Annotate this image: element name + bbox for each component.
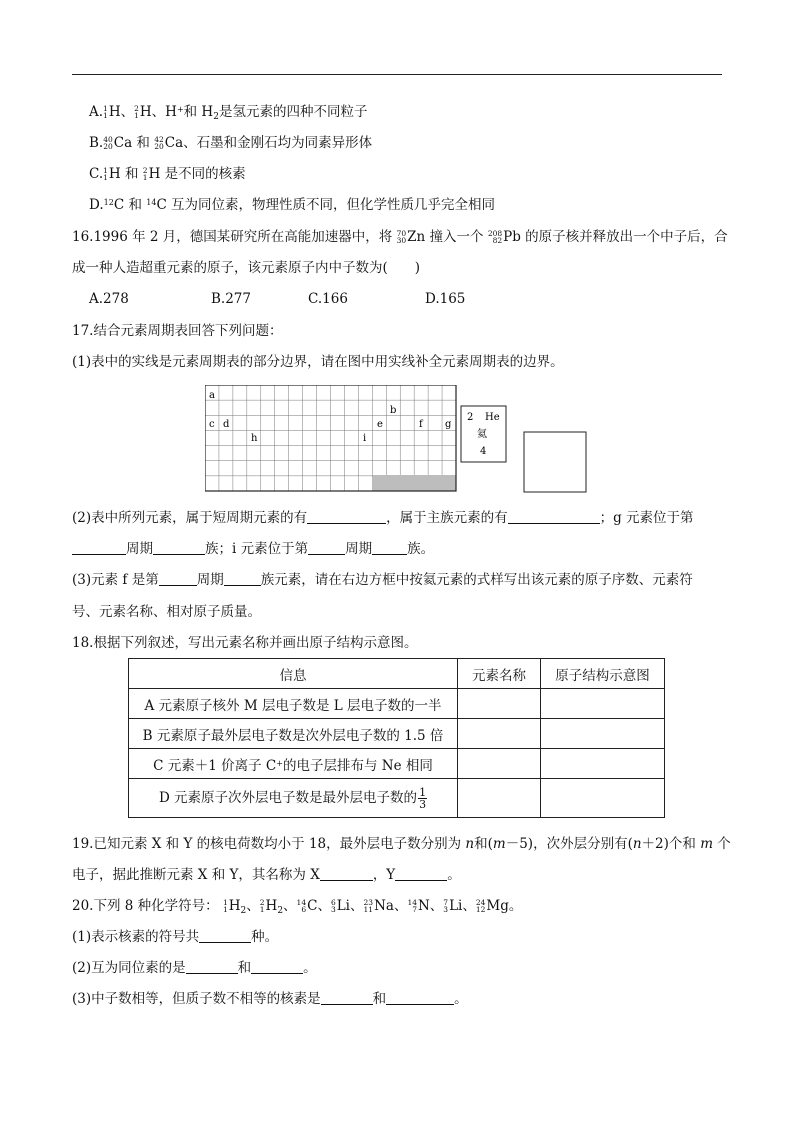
row-d-structure-cell[interactable]: [541, 779, 665, 818]
q16-option-d: D.165: [425, 291, 466, 307]
shaded-region: [373, 475, 456, 491]
option-d: D.12C 和 14C 互为同位素，物理性质不同，但化学性质几乎完全相同: [89, 197, 496, 213]
letter-d: d: [223, 419, 230, 430]
letter-c: c: [209, 419, 215, 430]
question-16-line1: 16.1996 年 2 月，德国某研究所在高能加速器中，将 70 30 Zn 撞入一个 208 82 Pb 的原子核并释放出一个中子后，合: [72, 228, 728, 245]
header-element-name: 元素名称: [458, 659, 541, 689]
row-d-info: D 元素原子次外层电子数是最外层电子数的 $\frac{1}{3}$: [129, 779, 458, 818]
blank-f-period[interactable]: [159, 571, 197, 586]
blank-isotope-1[interactable]: [186, 959, 238, 974]
header-structure: 原子结构示意图: [541, 659, 665, 689]
blank-y-name[interactable]: [395, 866, 447, 881]
blank-i-group[interactable]: [372, 540, 407, 555]
row-a-structure-cell[interactable]: [541, 689, 665, 719]
row-c-structure-cell[interactable]: [541, 749, 665, 779]
question-20-part2: (2)互为同位素的是 和 。: [72, 960, 317, 976]
blank-neutron-1[interactable]: [321, 990, 373, 1005]
letter-b: b: [390, 405, 397, 416]
q16-option-c: C.166: [308, 291, 348, 307]
row-d-name-cell[interactable]: [458, 779, 541, 818]
row-c-info: C 元素＋1 价离子 C+的电子层排布与 Ne 相同: [129, 749, 458, 779]
row-b-structure-cell[interactable]: [541, 719, 665, 749]
question-19-line2: 电子，据此推断元素 X 和 Y，其名称为 X ，Y 。: [72, 867, 461, 883]
blank-g-group[interactable]: [153, 540, 205, 555]
question-17-title: 17.结合元素周期表回答下列问题：: [72, 323, 283, 339]
blank-main-group[interactable]: [508, 509, 600, 524]
he-symbol: He: [485, 412, 500, 423]
periodic-table-figure: [205, 385, 590, 497]
info-table: [128, 658, 665, 818]
letter-a: a: [209, 390, 215, 401]
question-17-part3-line2: 号、元素名称、相对原子质量。: [72, 604, 261, 620]
row-c-name-cell[interactable]: [458, 749, 541, 779]
blank-f-group[interactable]: [224, 571, 261, 586]
question-17-part2-line1: (2)表中所列元素，属于短周期元素的有 ，属于主族元素的有 ；g 元素位于第: [72, 510, 694, 526]
header-info: 信息: [129, 659, 458, 689]
question-19-line1: 19.已知元素 X 和 Y 的核电荷数均小于 18，最外层电子数分别为 n和(m－5)，次外层分别有(n＋2)个和 m 个: [72, 836, 731, 852]
he-mass: 4: [480, 446, 487, 457]
he-name: 氦: [477, 429, 487, 440]
row-b-info: B 元素原子最外层电子数是次外层电子数的 1.5 倍: [129, 719, 458, 749]
blank-x-name[interactable]: [320, 866, 373, 881]
option-a: A. 1 1 H、 2 1 H、H+和 $H_2$是氢元素的四种不同粒子: [89, 103, 368, 122]
blank-nuclide-count[interactable]: [199, 928, 251, 943]
letter-h: h: [251, 433, 258, 444]
q16-option-a: A.278: [89, 291, 129, 307]
row-b-name-cell[interactable]: [458, 719, 541, 749]
answer-box: [524, 432, 586, 492]
question-17-part1: (1)表中的实线是元素周期表的部分边界，请在图中用实线补全元素周期表的边界。: [72, 354, 564, 370]
blank-g-period[interactable]: [72, 540, 126, 555]
letter-f: f: [419, 419, 423, 430]
question-16-line2: 成一种人造超重元素的原子，该元素原子内中子数为( ): [72, 260, 421, 276]
q16-option-b: B.277: [211, 291, 251, 307]
header-rule: [72, 74, 722, 75]
question-20-intro: 20.下列 8 种化学符号： 1 1 $H_2$、 2 1 $H_2$、 14 6 C、 6 3 Li、 23 11 Na、 14 7 N、 7 3 Li、 24 12 Mg。: [72, 897, 523, 916]
blank-neutron-2[interactable]: [386, 990, 454, 1005]
fraction-one-third: $\frac{1}{3}$: [419, 786, 427, 811]
letter-i: i: [363, 433, 367, 444]
question-20-part1: (1)表示核素的符号共 种。: [72, 929, 279, 945]
question-17-part2-line2: 周期 族；i 元素位于第 周期 族。: [72, 539, 434, 559]
option-c: C. 1 1 H 和 2 1 H 是不同的核素: [89, 165, 246, 182]
he-atomic-number: 2: [467, 412, 474, 423]
letter-g: g: [445, 419, 452, 430]
question-17-part3-line1: (3)元素 f 是第 周期 族元素，请在右边方框中按氦元素的式样写出该元素的原子序数、元素符: [72, 572, 693, 588]
row-a-info: A 元素原子核外 M 层电子数是 L 层电子数的一半: [129, 689, 458, 719]
question-20-part3: (3)中子数相等，但质子数不相等的核素是 和 。: [72, 991, 468, 1007]
letter-e: e: [377, 419, 383, 430]
option-b: B. 40 20 Ca 和 42 20 Ca、石墨和金刚石均为同素异形体: [89, 134, 373, 151]
row-a-name-cell[interactable]: [458, 689, 541, 719]
blank-isotope-2[interactable]: [251, 959, 303, 974]
blank-short-period[interactable]: [307, 509, 386, 524]
blank-i-period[interactable]: [308, 540, 345, 555]
question-18-title: 18.根据下列叙述，写出元素名称并画出原子结构示意图。: [72, 635, 418, 651]
